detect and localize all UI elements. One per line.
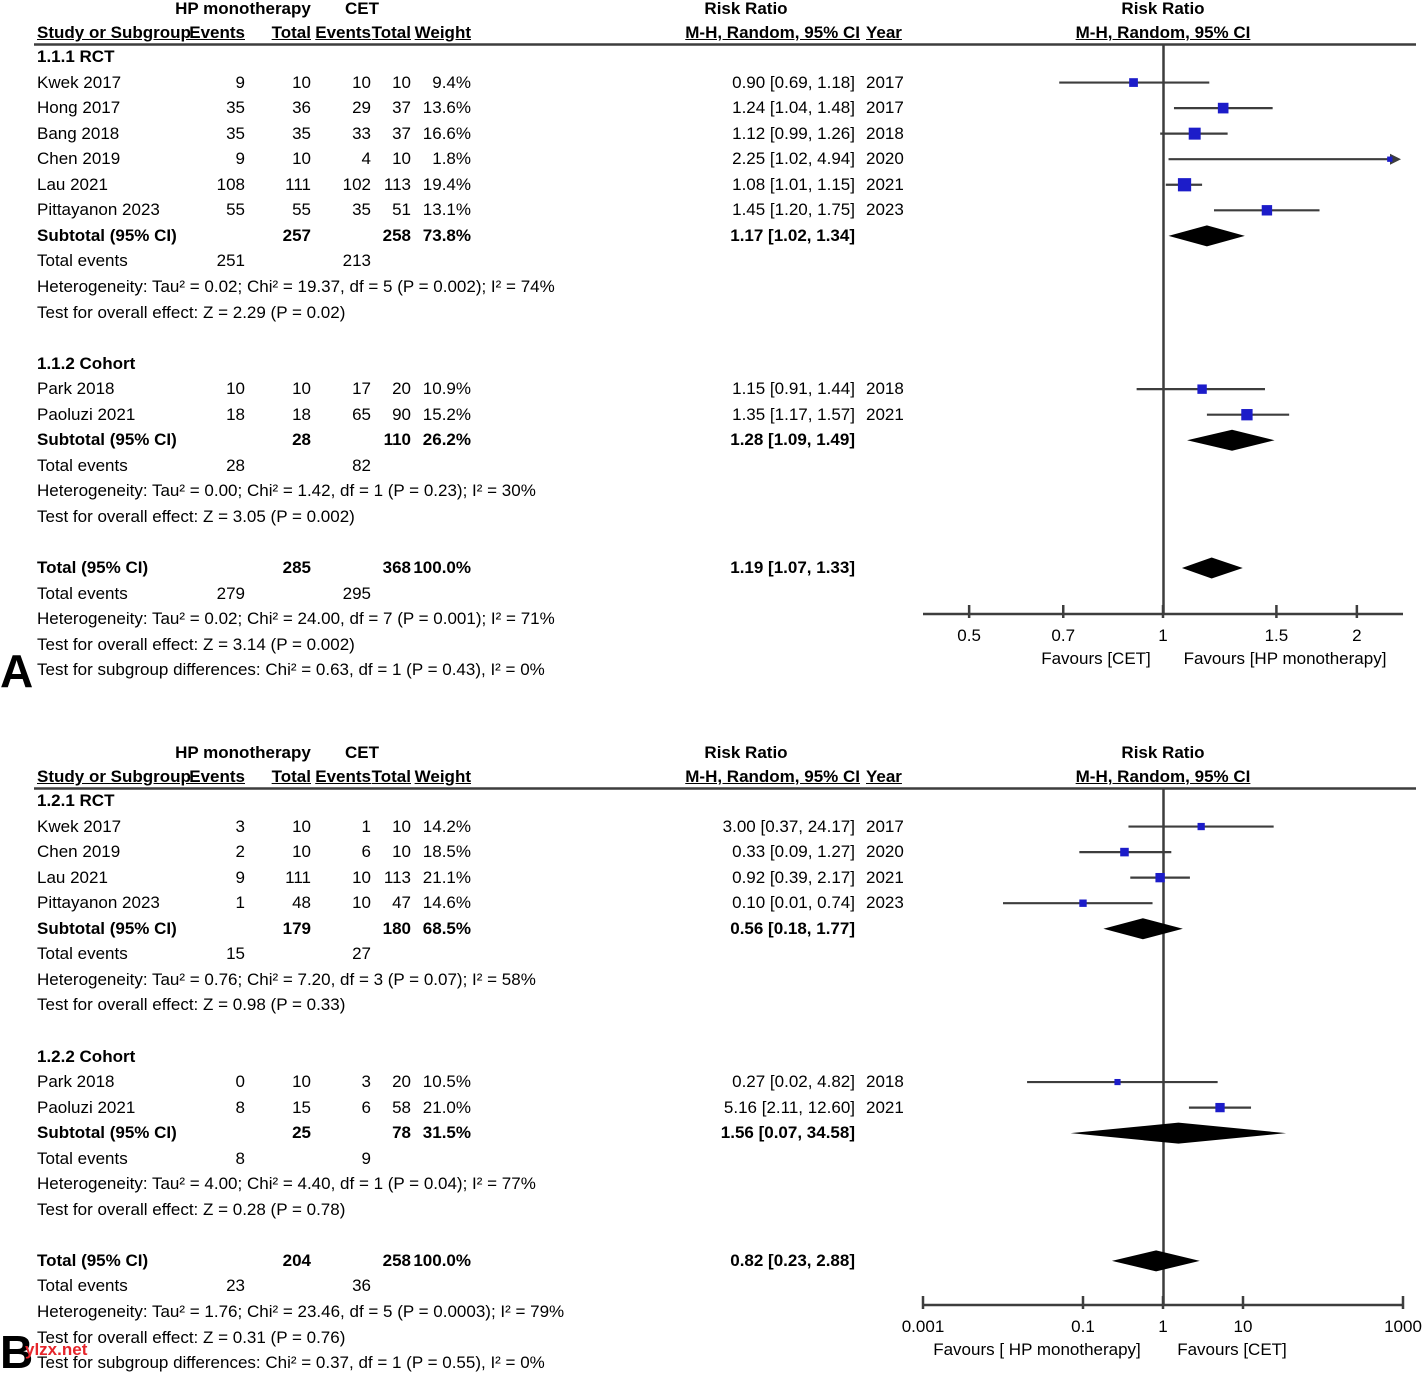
study-point-marker [1178,178,1191,191]
group2-header: CET [345,0,379,18]
study-label: Lau 2021 [37,867,108,887]
study-point-marker [1197,384,1206,393]
stats-text: Test for overall effect: Z = 0.98 (P = 0.33) [37,995,346,1015]
study-label: Kwek 2017 [37,816,122,836]
total-label: Total (95% CI) [37,1250,149,1270]
study-weight: 13.1% [422,200,471,220]
col-header-events2: Events [315,23,371,42]
study-rr-ci: 0.90 [0.69, 1.18] [732,72,855,92]
risk-ratio-text-header: Risk Ratio [704,743,788,762]
study-total2: 58 [392,1097,411,1117]
favours-right-label: Favours [CET] [1177,1340,1287,1359]
subtotal-total2: 258 [382,225,411,245]
col-header-weight: Weight [414,23,471,42]
col-header-year: Year [866,767,902,786]
favours-left-label: Favours [CET] [1041,649,1151,668]
study-events1: 1 [235,893,245,913]
study-year: 2018 [866,379,904,399]
total-rr-ci: 1.19 [1.07, 1.33] [730,558,855,577]
watermark: ylzx.net [25,1340,88,1359]
total-weight: 100.0% [413,558,471,577]
study-year: 2018 [866,1072,904,1092]
study-rr-ci: 0.33 [0.09, 1.27] [732,842,855,862]
study-point-marker [1218,103,1229,114]
study-weight: 16.6% [422,123,471,143]
study-label: Hong 2017 [37,98,121,118]
study-total1: 48 [292,893,311,913]
total-total2: 368 [382,558,411,577]
study-events1: 18 [226,404,245,424]
study-total2: 90 [392,404,411,424]
study-year: 2021 [866,1097,904,1117]
study-events1: 0 [235,1072,245,1092]
study-label: Pittayanon 2023 [37,200,160,220]
subtotal-rr-ci: 1.17 [1.02, 1.34] [730,225,855,245]
study-total1: 111 [285,174,311,194]
col-header-year: Year [866,23,902,42]
total-events-group2: 295 [342,583,371,603]
study-weight: 1.8% [432,149,471,169]
subtotal-label: Subtotal (95% CI) [37,225,177,245]
subtotal-total1: 179 [282,918,311,938]
study-total2: 51 [392,200,411,220]
subtotal-weight: 68.5% [422,918,471,938]
study-label: Pittayanon 2023 [37,893,160,913]
col-header-total1: Total [271,23,311,42]
study-total1: 15 [292,1097,311,1117]
study-rr-ci: 5.16 [2.11, 12.60] [723,1097,855,1117]
study-total1: 10 [292,1072,311,1092]
study-year: 2020 [866,842,904,862]
panel-a-label: A [0,645,34,697]
study-events2: 102 [342,174,371,194]
study-rr-ci: 1.24 [1.04, 1.48] [732,98,855,118]
study-total2: 10 [392,816,411,836]
study-rr-ci: 0.27 [0.02, 4.82] [732,1072,855,1092]
study-point-marker [1114,1079,1120,1085]
study-year: 2023 [866,200,904,220]
study-total2: 10 [392,842,411,862]
subtotal-rr-ci: 0.56 [0.18, 1.77] [730,918,855,938]
study-rr-ci: 1.15 [0.91, 1.44] [732,379,855,399]
study-total2: 47 [392,893,411,913]
subtotal-weight: 73.8% [422,225,471,245]
total-events-group2: 9 [361,1148,371,1168]
study-total2: 20 [392,1072,411,1092]
total-events-group2: 36 [352,1276,371,1296]
total-rr-ci: 0.82 [0.23, 2.88] [730,1250,855,1270]
total-events-group1: 28 [226,455,245,475]
study-point-marker [1387,157,1392,162]
risk-ratio-text-header: Risk Ratio [704,0,788,18]
stats-text: Heterogeneity: Tau² = 0.00; Chi² = 1.42, df = 1 (P = 0.23); I² = 30% [37,481,536,501]
total-events-label: Total events [37,583,128,603]
study-weight: 14.6% [422,893,471,913]
col-header-total2: Total [371,767,411,786]
study-events2: 4 [361,149,371,169]
subtotal-total1: 28 [292,430,311,450]
col-header-method: M-H, Random, 95% CI [685,23,860,42]
group1-header: HP monotherapy [175,0,311,18]
study-point-marker [1189,128,1201,140]
study-total1: 55 [292,200,311,220]
study-label: Paoluzi 2021 [37,404,136,424]
subtotal-total2: 110 [383,430,411,450]
col-header-events1: Events [189,767,245,786]
favours-left-label: Favours [ HP monotherapy] [933,1340,1141,1359]
total-total2: 258 [382,1250,411,1270]
subgroup-label: 1.1.2 Cohort [37,353,136,373]
axis-tick-label: 0.1 [1071,1317,1095,1336]
study-label: Park 2018 [37,1072,115,1092]
study-year: 2017 [866,816,904,836]
subtotal-weight: 31.5% [422,1123,471,1143]
study-total2: 37 [392,98,411,118]
risk-ratio-plot-header: Risk Ratio [1121,0,1205,18]
study-point-marker [1262,205,1272,215]
stats-text: Test for overall effect: Z = 0.28 (P = 0.78) [37,1199,346,1219]
study-label: Kwek 2017 [37,72,122,92]
col-header-events2: Events [315,767,371,786]
study-weight: 15.2% [422,404,471,424]
total-total1: 204 [282,1250,311,1270]
axis-tick-label: 2 [1352,626,1362,645]
study-total1: 10 [292,149,311,169]
stats-text: Test for overall effect: Z = 3.05 (P = 0.002) [37,506,355,526]
subtotal-rr-ci: 1.56 [0.07, 34.58] [720,1123,855,1143]
study-weight: 21.0% [422,1097,471,1117]
subtotal-total2: 180 [382,918,411,938]
study-events2: 10 [352,893,371,913]
study-total2: 113 [383,174,411,194]
total-events-label: Total events [37,455,128,475]
study-events1: 9 [235,149,245,169]
col-header-study: Study or Subgroup [37,767,191,786]
study-events2: 17 [352,379,371,399]
study-events2: 10 [352,867,371,887]
axis-tick-label: 0.5 [957,626,981,645]
study-year: 2021 [866,404,904,424]
study-weight: 14.2% [422,816,471,836]
study-events1: 55 [226,200,245,220]
stats-text: Heterogeneity: Tau² = 0.02; Chi² = 19.37, df = 5 (P = 0.002); I² = 74% [37,276,555,296]
total-events-label: Total events [37,251,128,271]
group1-header: HP monotherapy [175,743,311,762]
subtotal-total2: 78 [392,1123,411,1143]
study-total2: 20 [392,379,411,399]
total-events-label: Total events [37,1148,128,1168]
stats-text: Test for overall effect: Z = 0.31 (P = 0.76) [37,1327,346,1347]
study-year: 2017 [866,98,904,118]
study-point-marker [1079,900,1086,907]
study-rr-ci: 0.92 [0.39, 2.17] [732,867,855,887]
study-weight: 19.4% [422,174,471,194]
study-total2: 37 [392,123,411,143]
study-total1: 10 [292,816,311,836]
total-weight: 100.0% [413,1250,471,1270]
col-header-total2: Total [371,23,411,42]
study-events1: 3 [235,816,245,836]
stats-text: Test for overall effect: Z = 3.14 (P = 0.002) [37,634,355,654]
study-events1: 108 [216,174,245,194]
panel-b-label: B [0,1326,34,1378]
study-events1: 9 [235,72,245,92]
study-point-marker [1120,848,1129,857]
study-events2: 65 [352,404,371,424]
axis-tick-label: 1.5 [1264,626,1289,645]
subgroup-label: 1.2.2 Cohort [37,1046,136,1066]
subgroup-label: 1.2.1 RCT [37,791,115,810]
col-header-study: Study or Subgroup [37,23,191,42]
stats-text: Heterogeneity: Tau² = 1.76; Chi² = 23.46, df = 5 (P = 0.0003); I² = 79% [37,1302,565,1321]
study-rr-ci: 1.12 [0.99, 1.26] [732,123,855,143]
study-weight: 9.4% [432,72,471,92]
subtotal-total1: 257 [282,225,311,245]
axis-tick-label: 1000 [1384,1317,1422,1336]
study-weight: 13.6% [422,98,471,118]
total-label: Total (95% CI) [37,558,149,577]
subgroup-label: 1.1.1 RCT [37,47,115,66]
subtotal-label: Subtotal (95% CI) [37,430,177,450]
study-total1: 18 [292,404,311,424]
study-label: Bang 2018 [37,123,120,143]
study-events2: 1 [361,816,371,836]
study-label: Paoluzi 2021 [37,1097,136,1117]
study-total2: 10 [392,149,411,169]
favours-right-label: Favours [HP monotherapy] [1183,649,1387,668]
study-rr-ci: 2.25 [1.02, 4.94] [732,149,855,169]
study-rr-ci: 1.45 [1.20, 1.75] [732,200,855,220]
axis-tick-label: 0.7 [1051,626,1076,645]
study-events2: 29 [352,98,371,118]
stats-text: Test for subgroup differences: Chi² = 0.37, df = 1 (P = 0.55), I² = 0% [37,1353,545,1373]
study-point-marker [1198,823,1205,830]
col-header-total1: Total [271,767,311,786]
study-label: Park 2018 [37,379,115,399]
total-events-group1: 15 [226,944,245,964]
study-point-marker [1215,1103,1224,1112]
study-year: 2020 [866,149,904,169]
study-events1: 2 [235,842,245,862]
study-events1: 8 [235,1097,245,1117]
axis-tick-label: 1 [1158,626,1168,645]
study-total1: 10 [292,842,311,862]
study-point-marker [1241,409,1252,420]
study-weight: 10.5% [422,1072,471,1092]
total-events-group1: 23 [226,1276,245,1296]
study-events2: 35 [352,200,371,220]
study-point-marker [1129,78,1138,87]
study-rr-ci: 1.08 [1.01, 1.15] [732,174,855,194]
col-header-plot-method: M-H, Random, 95% CI [1075,23,1251,42]
study-rr-ci: 3.00 [0.37, 24.17] [722,816,855,836]
col-header-plot-method: M-H, Random, 95% CI [1075,767,1251,786]
study-weight: 21.1% [422,867,471,887]
axis-tick-label: 1 [1158,1317,1168,1336]
study-year: 2017 [866,72,904,92]
study-label: Chen 2019 [37,149,121,169]
col-header-method: M-H, Random, 95% CI [685,767,860,786]
subtotal-diamond [1169,225,1245,246]
stats-text: Test for subgroup differences: Chi² = 0.63, df = 1 (P = 0.43), I² = 0% [37,660,545,680]
study-weight: 18.5% [422,842,471,862]
total-events-group1: 251 [216,251,245,271]
total-diamond [1182,558,1243,579]
col-header-events1: Events [189,23,245,42]
study-events1: 35 [226,98,245,118]
study-total2: 10 [392,72,411,92]
study-total1: 111 [285,867,311,887]
total-events-group1: 8 [235,1148,245,1168]
total-events-label: Total events [37,1276,128,1296]
risk-ratio-plot-header: Risk Ratio [1121,743,1205,762]
total-events-group1: 279 [216,583,245,603]
subtotal-weight: 26.2% [422,430,471,450]
total-events-group2: 82 [352,455,371,475]
forest-plot-canvas [0,744,1418,1378]
col-header-weight: Weight [414,767,471,786]
study-rr-ci: 1.35 [1.17, 1.57] [732,404,855,424]
stats-text: Test for overall effect: Z = 2.29 (P = 0.02) [37,302,346,322]
study-point-marker [1155,873,1164,882]
group2-header: CET [345,743,379,762]
study-events2: 3 [361,1072,371,1092]
subtotal-diamond [1103,918,1182,939]
total-events-label: Total events [37,944,128,964]
forest-panel-b [0,743,1422,1378]
subtotal-diamond [1071,1123,1286,1144]
study-year: 2023 [866,893,904,913]
axis-tick-label: 0.001 [901,1317,945,1336]
subtotal-rr-ci: 1.28 [1.09, 1.49] [730,430,855,450]
study-label: Chen 2019 [37,842,121,862]
study-year: 2018 [866,123,904,143]
total-events-group2: 213 [342,251,371,271]
subtotal-label: Subtotal (95% CI) [37,1123,177,1143]
study-label: Lau 2021 [37,174,108,194]
study-total1: 10 [292,72,311,92]
study-total1: 10 [292,379,311,399]
study-total1: 35 [292,123,311,143]
study-rr-ci: 0.10 [0.01, 0.74] [732,893,855,913]
study-year: 2021 [866,174,904,194]
total-events-group2: 27 [352,944,371,964]
stats-text: Heterogeneity: Tau² = 0.76; Chi² = 7.20, df = 3 (P = 0.07); I² = 58% [37,969,536,989]
subtotal-total1: 25 [292,1123,311,1143]
study-year: 2021 [866,867,904,887]
study-total1: 36 [292,98,311,118]
subtotal-diamond [1187,430,1274,451]
study-weight: 10.9% [422,379,471,399]
subtotal-label: Subtotal (95% CI) [37,918,177,938]
study-events2: 33 [352,123,371,143]
study-total2: 113 [383,867,411,887]
stats-text: Heterogeneity: Tau² = 0.02; Chi² = 24.00, df = 7 (P = 0.001); I² = 71% [37,609,555,629]
total-total1: 285 [282,558,311,577]
stats-text: Heterogeneity: Tau² = 4.00; Chi² = 4.40, df = 1 (P = 0.04); I² = 77% [37,1174,536,1194]
study-events2: 10 [352,72,371,92]
study-events2: 6 [361,842,371,862]
study-events1: 35 [226,123,245,143]
study-events1: 10 [226,379,245,399]
study-events2: 6 [361,1097,371,1117]
total-diamond [1112,1250,1200,1271]
study-events1: 9 [235,867,245,887]
axis-tick-label: 10 [1233,1317,1253,1336]
